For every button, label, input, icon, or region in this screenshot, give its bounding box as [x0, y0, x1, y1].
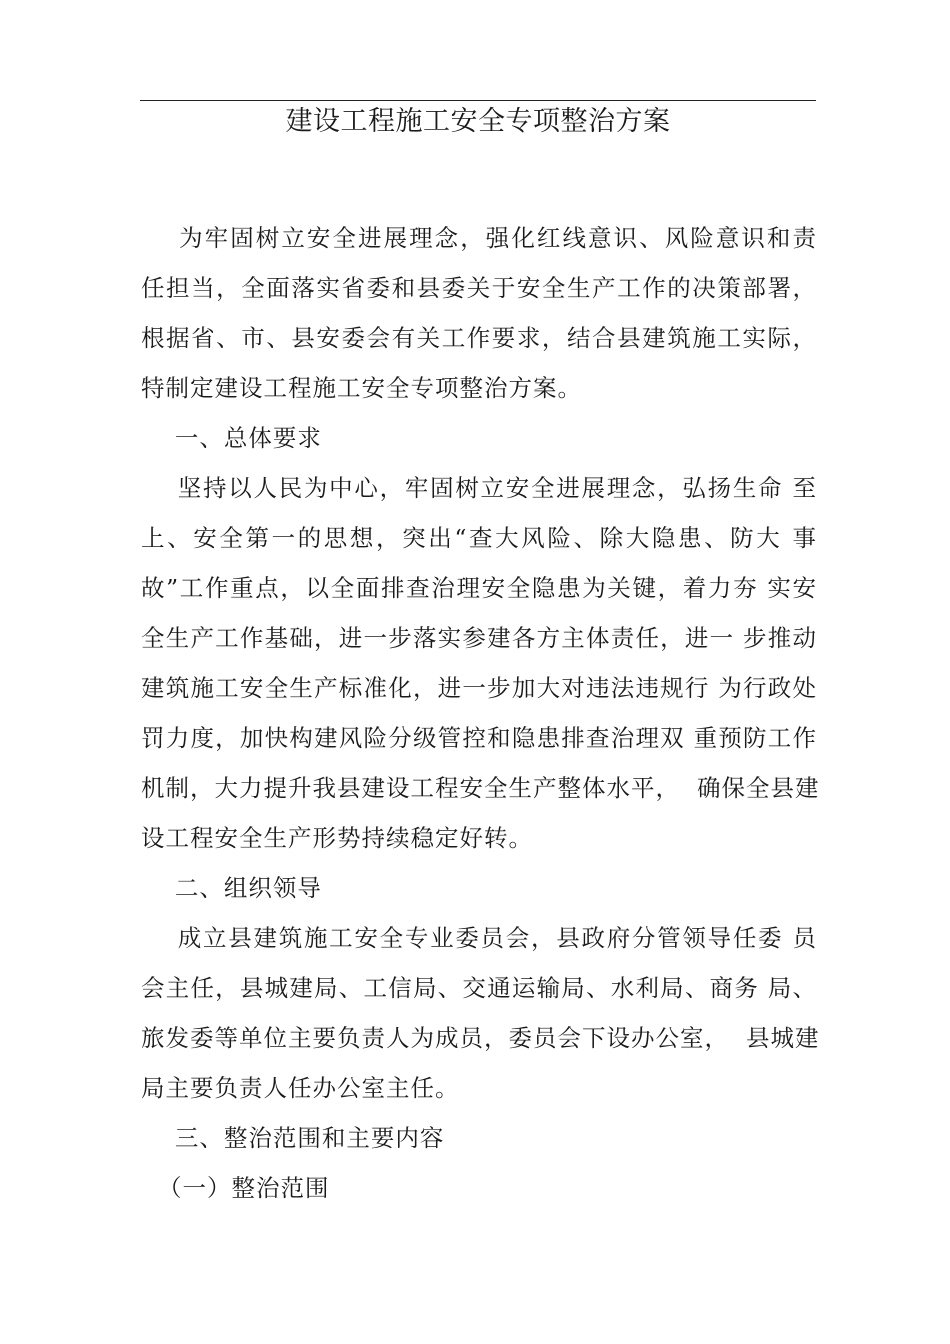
- header-rule: [140, 100, 816, 101]
- section-heading: 一、总体要求: [141, 424, 322, 452]
- paragraph-line: 机制，大力提升我县建设工程安全生产整体水平， 确保全县建: [141, 774, 820, 802]
- paragraph-line: 为牢固树立安全进展理念，强化红线意识、风险意识和责: [141, 224, 817, 252]
- paragraph-line: 旅发委等单位主要负责人为成员，委员会下设办公室， 县城建: [141, 1024, 820, 1052]
- page-title: 建设工程施工安全专项整治方案: [285, 106, 671, 137]
- paragraph-line: 特制定建设工程施工安全专项整治方案。: [141, 374, 582, 402]
- section-heading: 三、整治范围和主要内容: [141, 1124, 445, 1152]
- paragraph-line: 故”工作重点，以全面排查治理安全隐患为关键，着力夯 实安: [141, 574, 817, 602]
- paragraph-line: 全生产工作基础，进一步落实参建各方主体责任，进一 步推动: [141, 624, 817, 652]
- paragraph-line: 任担当，全面落实省委和县委关于安全生产工作的决策部署，: [141, 274, 817, 302]
- subsection-heading: （一）整治范围: [141, 1174, 330, 1202]
- paragraph-line: 会主任，县城建局、工信局、交通运输局、水利局、商务 局、: [141, 974, 817, 1002]
- paragraph-line: 坚持以人民为中心，牢固树立安全进展理念，弘扬生命 至: [141, 474, 817, 502]
- paragraph-line: 局主要负责人任办公室主任。: [141, 1074, 460, 1102]
- paragraph-line: 建筑施工安全生产标准化，进一步加大对违法违规行 为行政处: [141, 674, 817, 702]
- section-heading: 二、组织领导: [141, 874, 322, 902]
- paragraph-line: 设工程安全生产形势持续稳定好转。: [141, 824, 533, 852]
- paragraph-line: 根据省、市、县安委会有关工作要求，结合县建筑施工实际，: [141, 324, 817, 352]
- paragraph-line: 罚力度，加快构建风险分级管控和隐患排查治理双 重预防工作: [141, 724, 817, 752]
- paragraph-line: 上、安全第一的思想，突出“查大风险、除大隐患、防大 事: [141, 524, 817, 552]
- paragraph-line: 成立县建筑施工安全专业委员会，县政府分管领导任委 员: [141, 924, 817, 952]
- document-body: [141, 213, 820, 1213]
